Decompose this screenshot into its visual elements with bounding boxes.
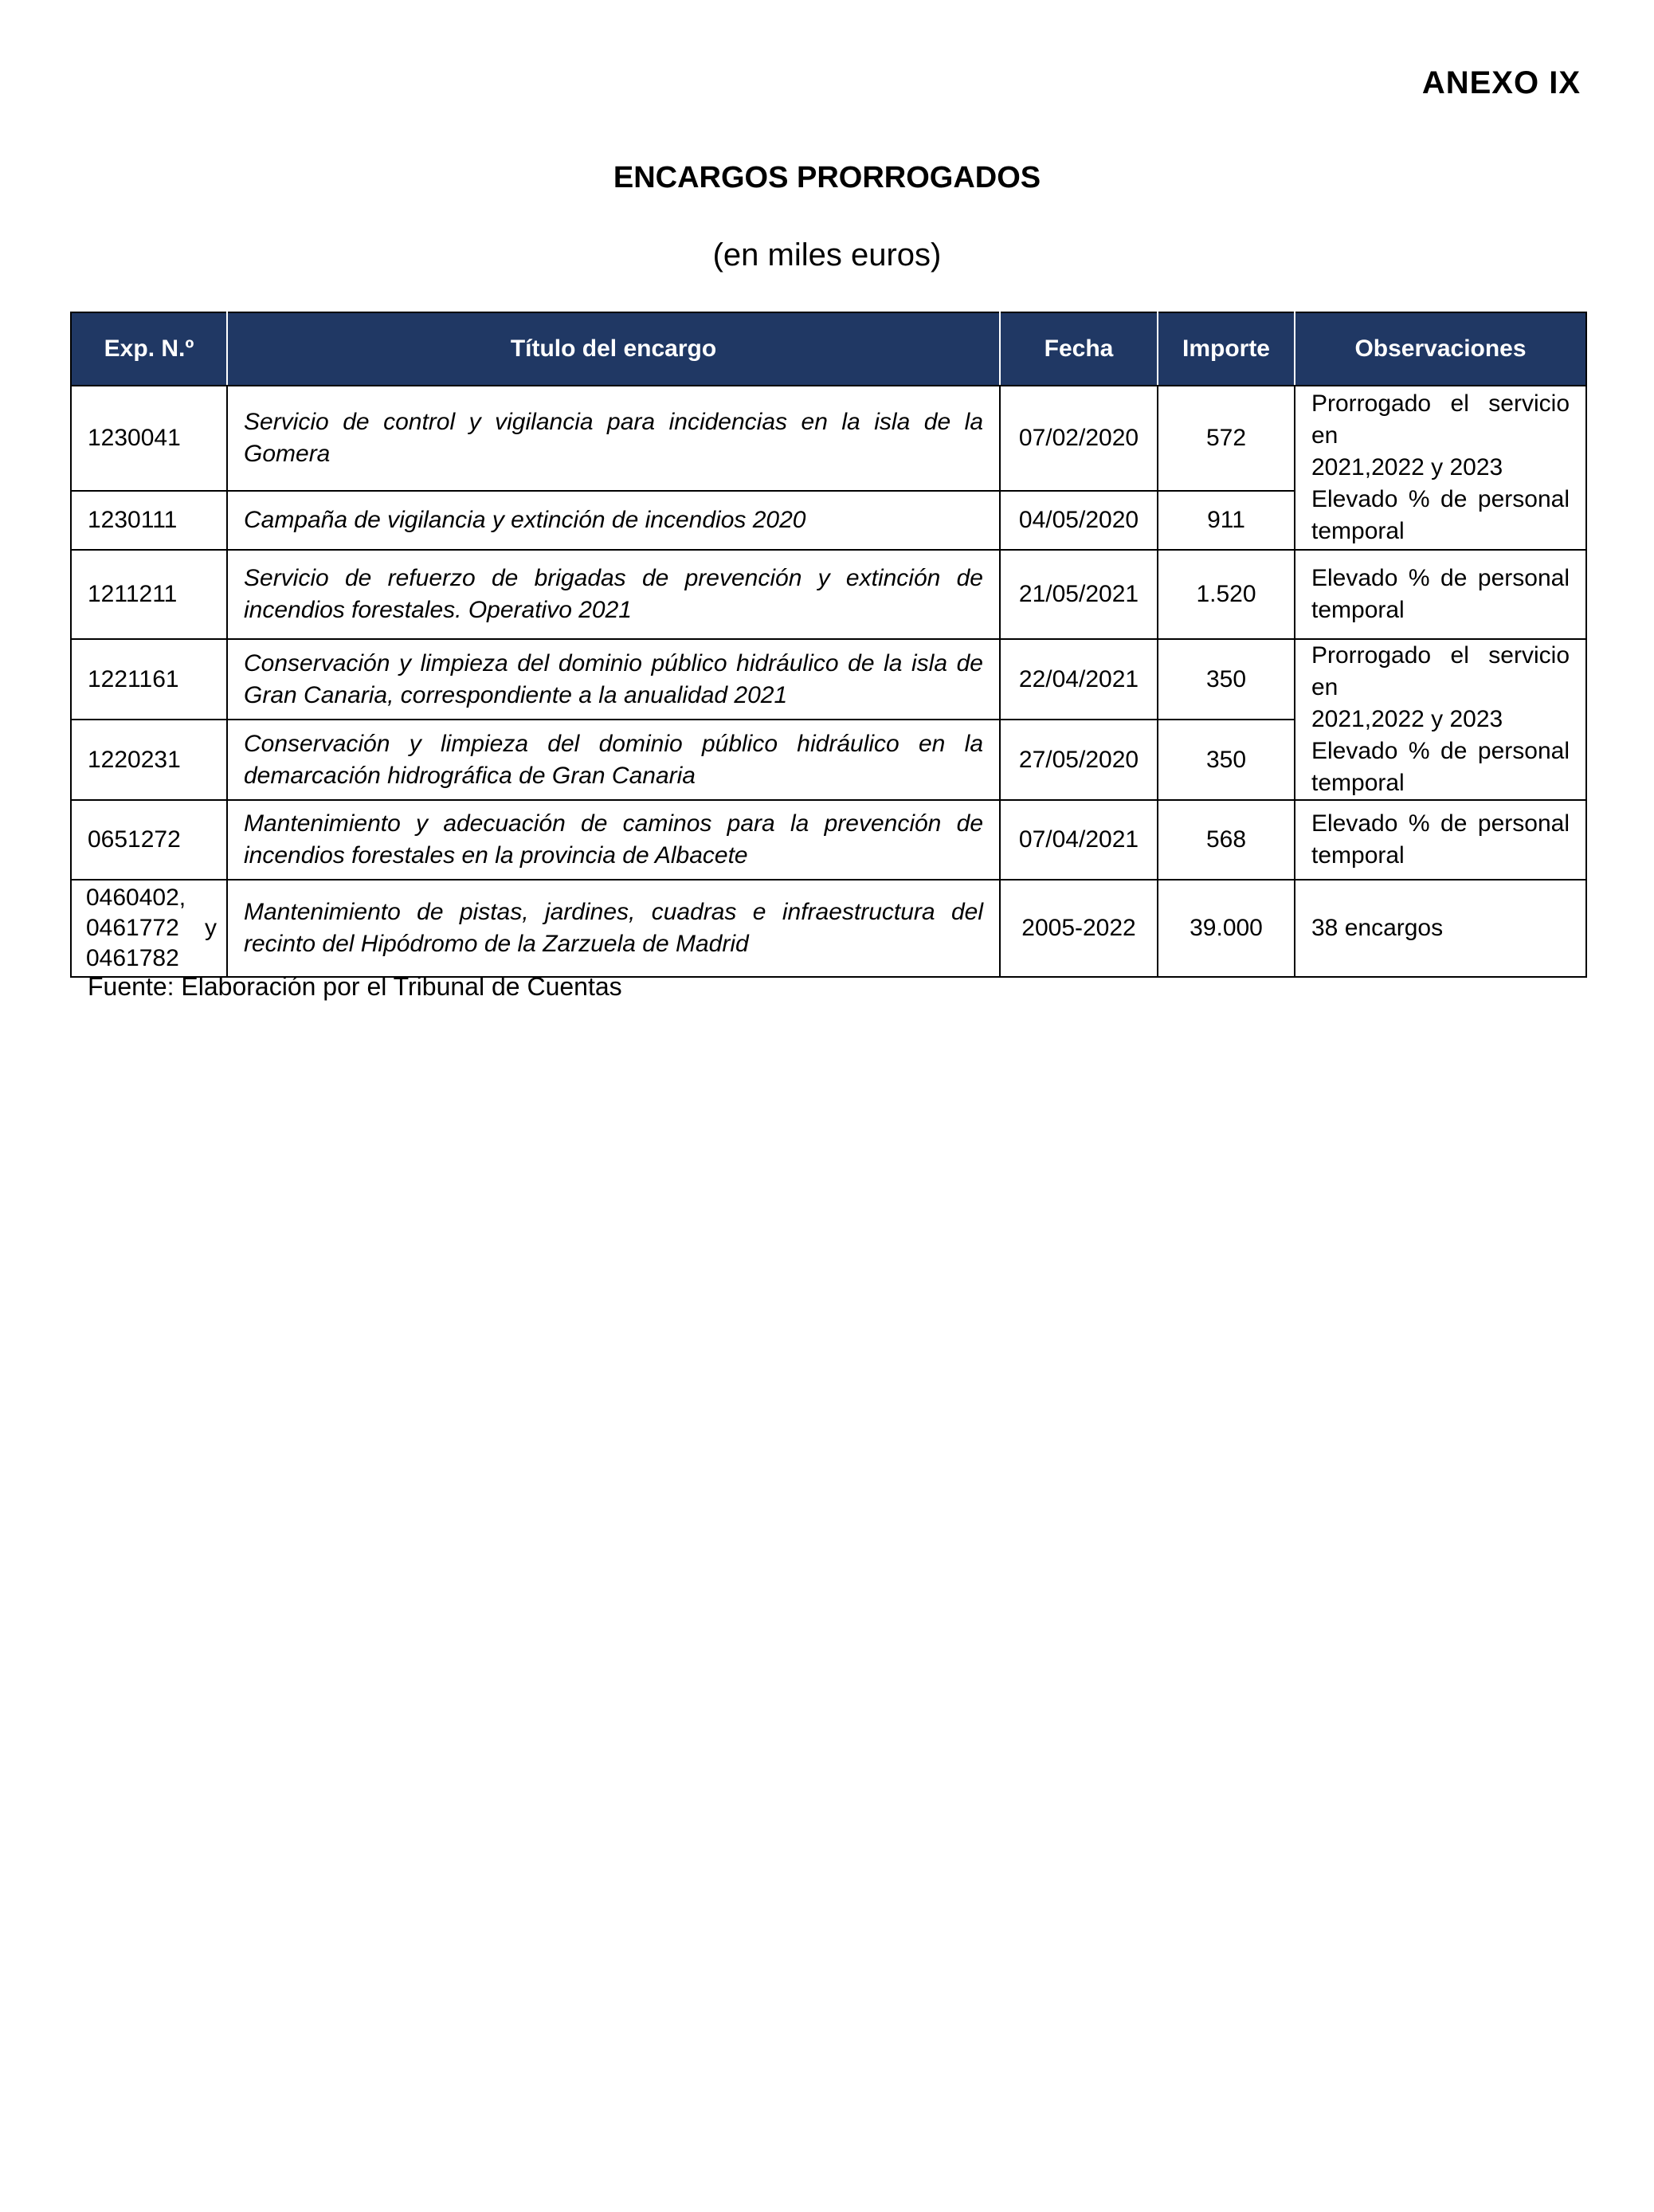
cell-importe: 350 [1158,720,1295,800]
cell-importe: 1.520 [1158,550,1295,639]
cell-exp: 1230111 [71,491,227,550]
obs-line: temporal [1311,518,1405,544]
cell-titulo: Servicio de refuerzo de brigadas de prevención y extinción de incendios forestales. Operativo 2021 [227,550,1000,639]
cell-fecha: 22/04/2021 [1000,639,1158,720]
cell-exp: 1221161 [71,639,227,720]
cell-titulo: Mantenimiento y adecuación de caminos para la prevención de incendios forestales en la provincia de Albacete [227,800,1000,880]
obs-line: Elevado % de personal [1311,810,1570,837]
obs-line: temporal [1311,842,1405,869]
exp-line: 0461782 [86,945,179,971]
cell-observaciones [1295,800,1586,880]
page-subtitle: (en miles euros) [712,237,942,273]
encargos-table [70,312,1587,978]
cell-titulo: Servicio de control y vigilancia para incidencias en la isla de la Gomera [227,386,1000,491]
cell-fecha: 27/05/2020 [1000,720,1158,800]
header-fecha: Fecha [1000,312,1158,386]
cell-observaciones: 38 encargos [1295,880,1586,977]
exp-line: 0460402, [86,884,186,911]
page-title: ENCARGOS PRORROGADOS [613,161,1041,194]
cell-fecha: 07/04/2021 [1000,800,1158,880]
cell-observaciones [1295,386,1586,550]
table-header-row [71,312,1586,386]
obs-line: Elevado % de personal [1311,738,1570,764]
obs-line: Prorrogado el servicio en [1311,390,1570,449]
obs-line: Elevado % de personal [1311,486,1570,512]
header-titulo: Título del encargo [227,312,1000,386]
table-row [71,800,1586,880]
cell-titulo: Mantenimiento de pistas, jardines, cuadras e infraestructura del recinto del Hipódromo de la Zarzuela de Madrid [227,880,1000,977]
obs-line: Prorrogado el servicio en [1311,642,1570,700]
cell-fecha: 07/02/2020 [1000,386,1158,491]
cell-exp: 1230041 [71,386,227,491]
cell-titulo: Campaña de vigilancia y extinción de incendios 2020 [227,491,1000,550]
table-row [71,386,1586,491]
obs-line: 2021,2022 y 2023 [1311,454,1503,480]
cell-fecha: 2005-2022 [1000,880,1158,977]
cell-importe: 39.000 [1158,880,1295,977]
cell-importe: 350 [1158,639,1295,720]
obs-line: Elevado % de personal [1311,565,1570,591]
obs-line: temporal [1311,770,1405,796]
cell-exp: 0651272 [71,800,227,880]
cell-observaciones [1295,639,1586,800]
cell-exp [71,880,227,977]
cell-titulo: Conservación y limpieza del dominio público hidráulico en la demarcación hidrográfica de Gran Canaria [227,720,1000,800]
header-importe: Importe [1158,312,1295,386]
cell-importe: 911 [1158,491,1295,550]
cell-importe: 572 [1158,386,1295,491]
cell-exp: 1211211 [71,550,227,639]
obs-line: temporal [1311,597,1405,623]
exp-line: 0461772 y [86,915,217,941]
cell-fecha: 21/05/2021 [1000,550,1158,639]
obs-line: 2021,2022 y 2023 [1311,706,1503,732]
annex-label: ANEXO IX [1421,65,1581,100]
header-observaciones: Observaciones [1295,312,1586,386]
table-row [71,550,1586,639]
source-note: Fuente: Elaboración por el Tribunal de Cuentas [88,972,622,1001]
table-row [71,880,1586,977]
cell-titulo: Conservación y limpieza del dominio público hidráulico de la isla de Gran Canaria, correspondiente a la anualidad 2021 [227,639,1000,720]
header-exp: Exp. N.º [71,312,227,386]
table-row [71,639,1586,720]
cell-fecha: 04/05/2020 [1000,491,1158,550]
cell-observaciones [1295,550,1586,639]
cell-importe: 568 [1158,800,1295,880]
cell-exp: 1220231 [71,720,227,800]
